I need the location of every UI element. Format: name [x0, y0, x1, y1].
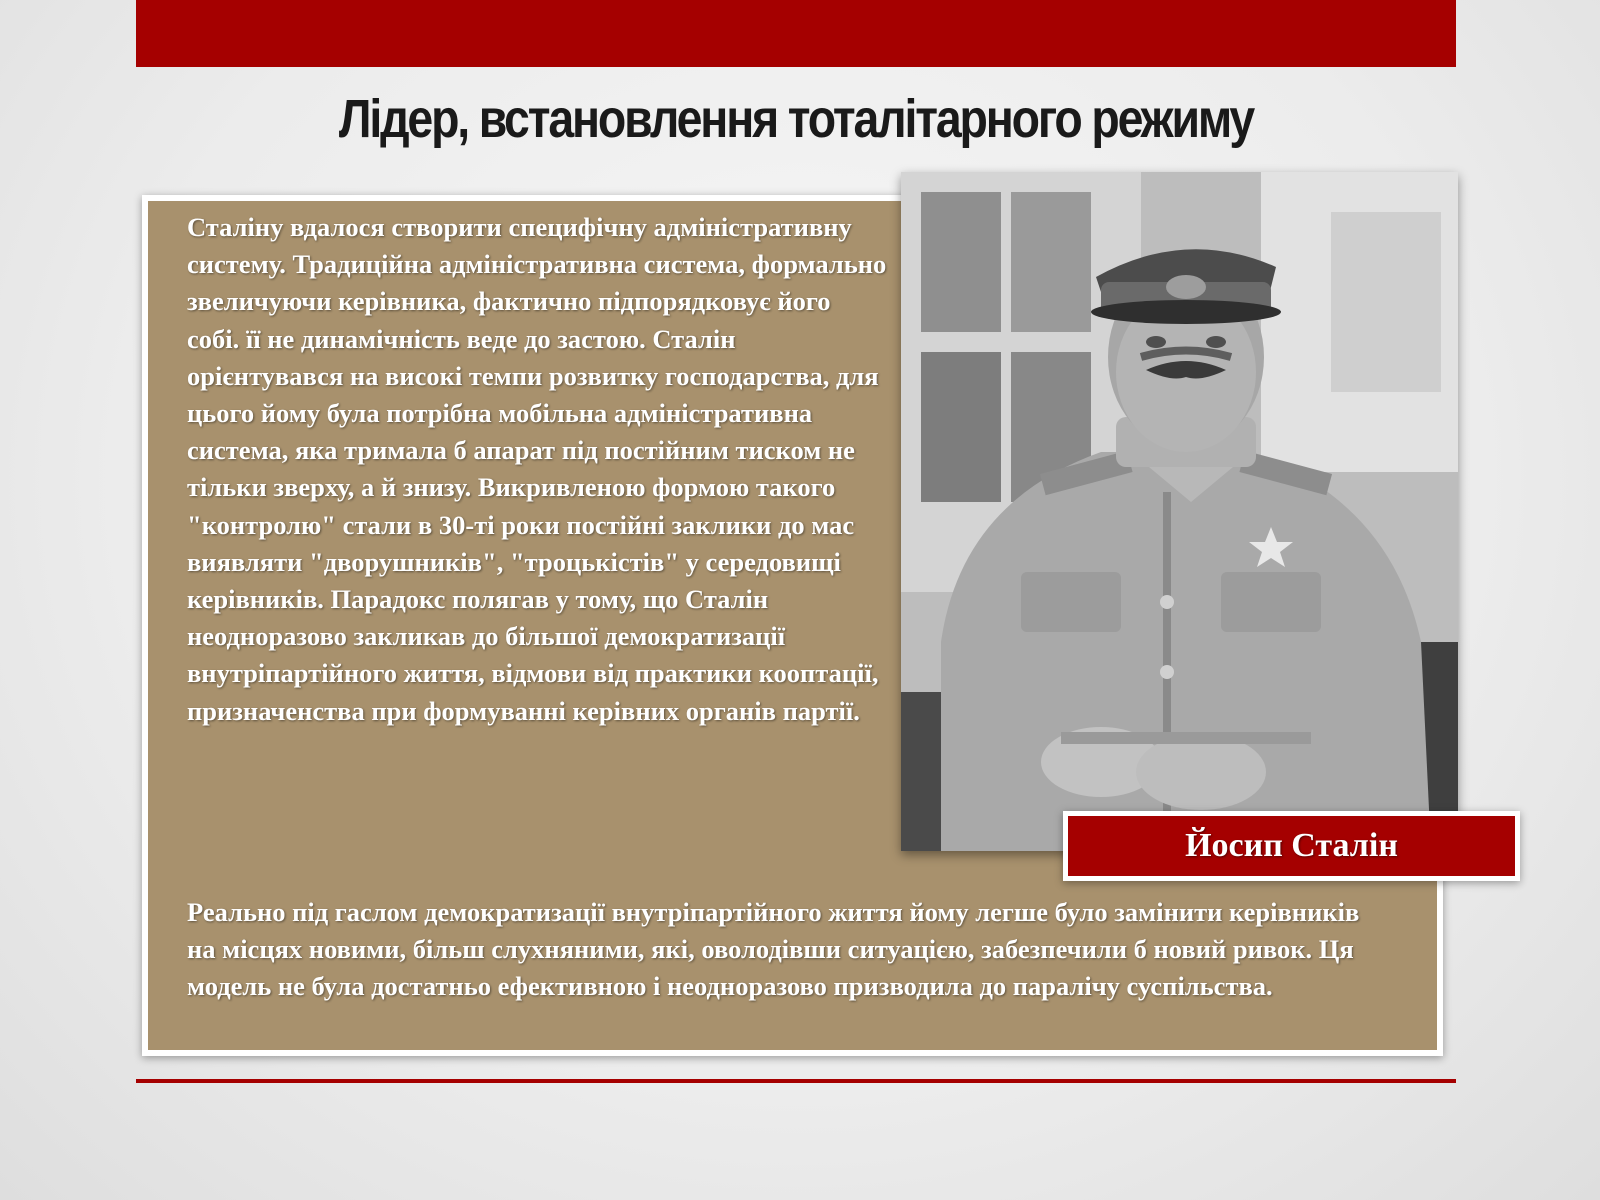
bottom-accent-line — [136, 1079, 1456, 1083]
paragraph-left: Сталіну вдалося створити специфічну адміністративну систему. Традиційна адміністративна система, формально звеличуючи керівника, фактично підпорядковує його собі. її не динамічність веде до застою. Сталін орієнтувався на високі темпи розвитку господарства, для цього йому була потрібна мобільна адміністративна система, яка тримала б апарат під постійним тиском не тільки зверху, а й знизу. Викривленою формою такого "контролю" стали в 30-ті роки постійні заклики до мас виявляти "дворушників", "троцькістів" у середовищі керівників. Парадокс полягав у тому, що Сталін неодноразово закликав до більшої демократизації внутріпартійного життя, відмови від практики кооптації, призначенства при формуванні керівних органів партії. — [187, 212, 887, 726]
paragraph-full: Реально під гаслом демократизації внутріпартійного життя йому легше було замінити керівників на місцях новими, більш слухняними, які, оволодівши ситуацією, забезпечили б новий ривок. Ця модель не була достатньо ефективною і неодноразово призводила до паралічу суспільства. — [187, 897, 1360, 1002]
top-accent-bar — [136, 0, 1456, 67]
portrait-caption: Йосип Сталін — [1063, 811, 1520, 881]
slide-title: Лідер, встановлення тоталітарного режиму — [338, 89, 1254, 149]
portrait-illustration — [901, 172, 1458, 851]
portrait-photo — [901, 172, 1458, 851]
